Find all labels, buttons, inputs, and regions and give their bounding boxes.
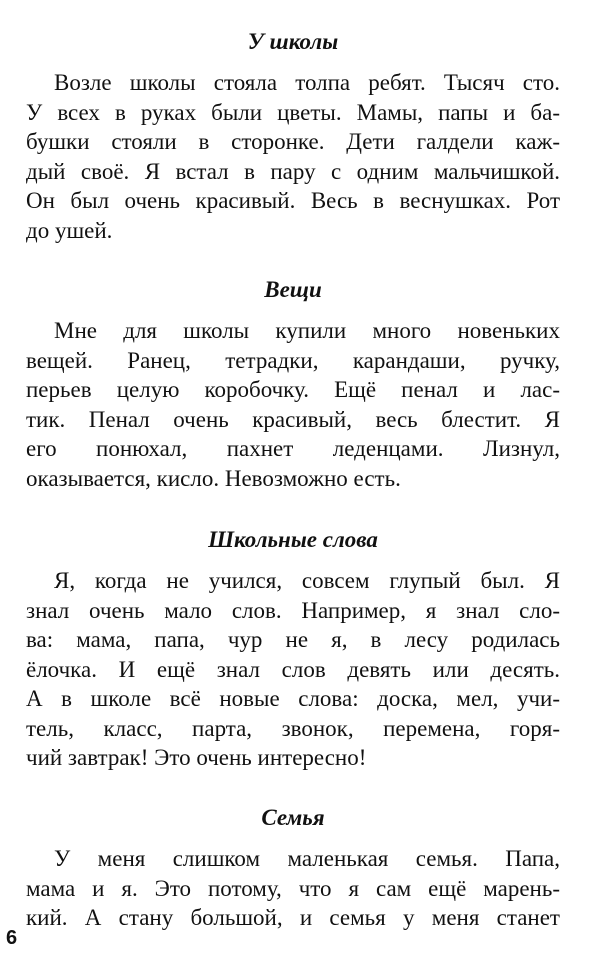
text-line: перьев целую коробочку. Ещё пенал и лас-: [26, 377, 560, 402]
section-veschi: [26, 276, 560, 493]
text-line: Мне для школы купили много новеньких: [54, 318, 560, 343]
text-line: его понюхал, пахнет леденцами. Лизнул,: [26, 436, 560, 461]
text-line: Возле школы стояла толпа ребят. Тысяч сто.: [54, 70, 560, 95]
text-line: тик. Пенал очень красивый, весь блестит. Я: [26, 406, 560, 432]
section-title: Школьные слова: [208, 527, 378, 552]
page-number: 6: [6, 927, 18, 949]
text-line: У всех в руках были цветы. Мамы, папы и ба-: [26, 99, 560, 125]
text-line: чий завтрак! Это очень интересно!: [26, 745, 367, 770]
text-line: оказывается, кисло. Невозможно есть.: [26, 465, 401, 491]
text-line: до ушей.: [26, 217, 113, 243]
text-line: ёлочка. И ещё знал слов девять или десять.: [26, 656, 560, 682]
section-u-shkoly: [26, 28, 560, 245]
section-title: У школы: [247, 29, 339, 54]
section-title: Семья: [261, 805, 325, 830]
text-line: ва: мама, папа, чур не я, в лесу родилась: [26, 627, 560, 652]
text-line: тель, класс, парта, звонок, перемена, горя-: [26, 715, 560, 741]
text-line: вещей. Ранец, тетрадки, карандаши, ручку,: [26, 347, 560, 373]
text-line: дый своё. Я встал в пару с одним мальчишкой.: [26, 158, 560, 184]
text-line: мама и я. Это потому, что я сам ещё марень-: [26, 875, 560, 901]
text-line: А в школе всё новые слова: доска, мел, учи-: [26, 686, 560, 711]
section-title: Вещи: [264, 277, 322, 302]
text-line: бушки стояли в сторонке. Дети галдели каж-: [26, 129, 560, 154]
text-line: знал очень мало слов. Например, я знал сло-: [26, 597, 560, 623]
section-shkolnye-slova: [26, 526, 560, 773]
text-line: кий. А стану большой, и семья у меня станет: [26, 905, 560, 930]
section-semya: [26, 804, 560, 933]
text-line: Он был очень красивый. Весь в веснушках. Рот: [26, 188, 560, 213]
text-line: У меня слишком маленькая семья. Папа,: [54, 846, 560, 871]
text-line: Я, когда не учился, совсем глупый был. Я: [54, 568, 560, 593]
